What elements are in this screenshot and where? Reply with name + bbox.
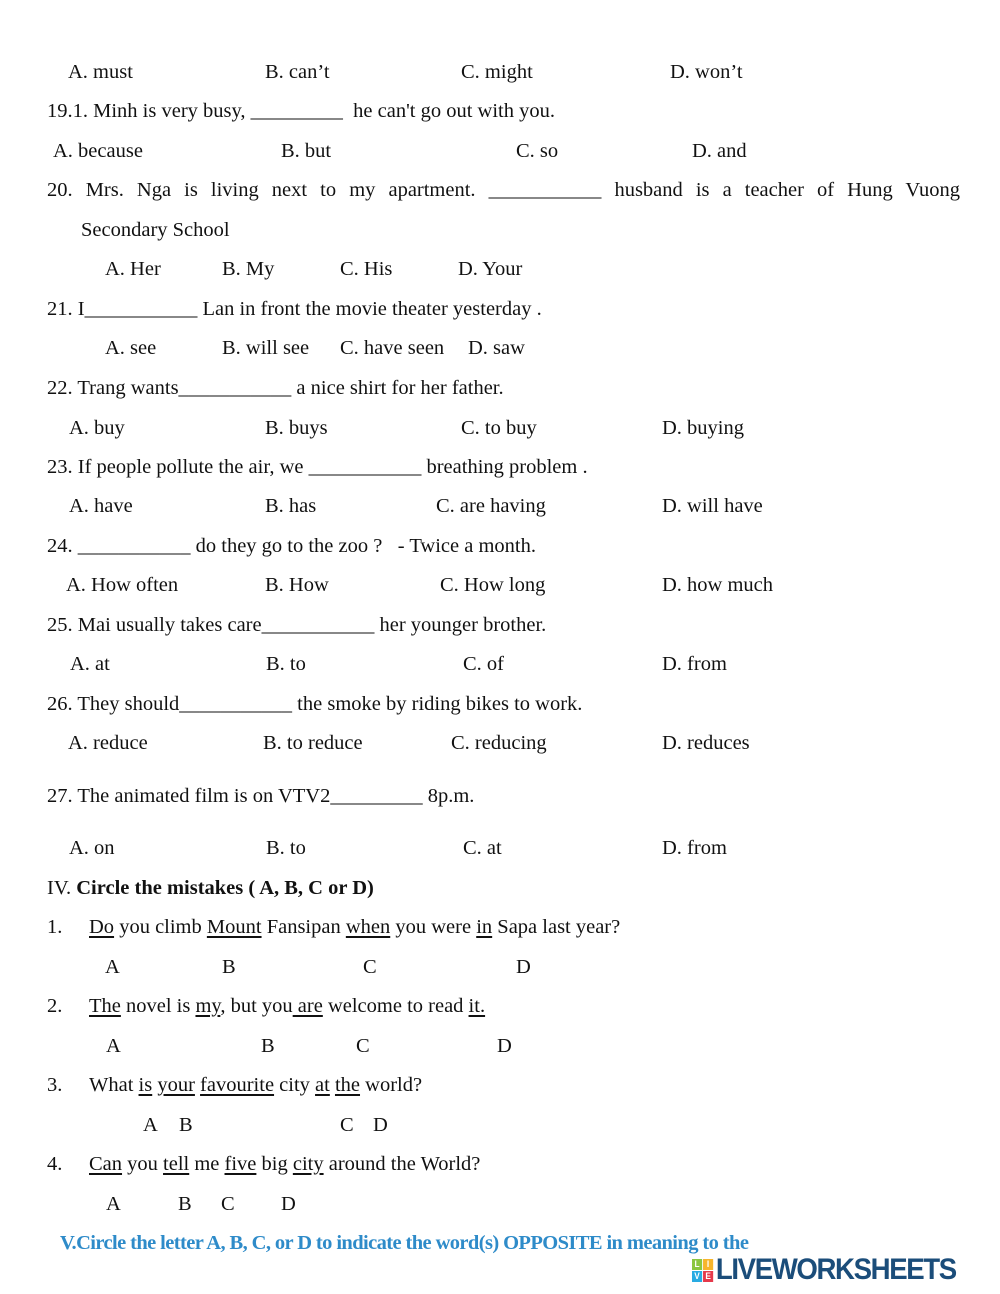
question-21: 21. I___________ Lan in front the movie theater yesterday . bbox=[47, 298, 542, 320]
option-a: A. reduce bbox=[68, 732, 148, 754]
sentence-text: world? bbox=[360, 1074, 423, 1096]
underlined-word: my bbox=[195, 995, 221, 1017]
question-26: 26. They should___________ the smoke by riding bikes to work. bbox=[47, 693, 583, 715]
question-20-cont: Secondary School bbox=[81, 219, 230, 241]
mistake-sentence bbox=[89, 993, 485, 1019]
option-b: B. How bbox=[265, 574, 329, 596]
mistake-number: 2. bbox=[47, 995, 63, 1017]
underlined-word: favourite bbox=[200, 1074, 275, 1096]
underlined-word: Mount bbox=[206, 916, 262, 938]
option-d: D. reduces bbox=[662, 732, 750, 754]
underlined-word: The bbox=[89, 995, 121, 1017]
mistake-sentence bbox=[89, 1151, 480, 1177]
option-d: D. won’t bbox=[670, 61, 743, 83]
section-5-heading: V.Circle the letter A, B, C, or D to indicate the word(s) OPPOSITE in meaning to the bbox=[60, 1232, 749, 1254]
logo-letter: V bbox=[692, 1271, 702, 1282]
option-a: A. must bbox=[68, 61, 133, 83]
option-a: A. How often bbox=[66, 574, 179, 596]
sentence-text: welcome to read bbox=[322, 995, 469, 1017]
mistake-letter-c: C bbox=[221, 1193, 235, 1215]
mistake-letter-b: B bbox=[179, 1114, 193, 1136]
mistake-letter-d: D bbox=[281, 1193, 296, 1215]
underlined-word: Do bbox=[89, 916, 115, 938]
section-4-prefix: IV. bbox=[47, 877, 77, 899]
option-a: A. buy bbox=[69, 417, 125, 439]
sentence-text: Sapa last year? bbox=[492, 916, 621, 938]
option-c: C. have seen bbox=[340, 337, 445, 359]
mistake-letter-c: C bbox=[340, 1114, 354, 1136]
option-d: D. Your bbox=[458, 258, 523, 280]
option-c: C. of bbox=[463, 653, 504, 675]
underlined-word: are bbox=[292, 995, 323, 1017]
option-b: B. has bbox=[265, 495, 317, 517]
question-22: 22. Trang wants___________ a nice shirt for her father. bbox=[47, 377, 504, 399]
mistake-letter-a: A bbox=[106, 1035, 121, 1057]
logo-text: LIVEWORKSHEETS bbox=[715, 1253, 956, 1286]
sentence-text: What bbox=[89, 1074, 139, 1096]
option-a: A. on bbox=[69, 837, 115, 859]
mistake-number: 1. bbox=[47, 916, 63, 938]
section-4-heading bbox=[47, 875, 374, 901]
underlined-word: city bbox=[292, 1153, 324, 1175]
mistake-letter-a: A bbox=[106, 1193, 121, 1215]
option-b: B. can’t bbox=[265, 61, 330, 83]
mistake-letter-a: A bbox=[143, 1114, 158, 1136]
sentence-text: , but you bbox=[220, 995, 293, 1017]
underlined-word: in bbox=[476, 916, 493, 938]
sentence-text: you bbox=[122, 1153, 164, 1175]
underlined-word: is bbox=[138, 1074, 153, 1096]
option-c: C. so bbox=[516, 140, 559, 162]
sentence-text: me bbox=[189, 1153, 225, 1175]
mistake-letter-d: D bbox=[497, 1035, 512, 1057]
option-c: C. are having bbox=[436, 495, 546, 517]
sentence-text: Fansipan bbox=[261, 916, 346, 938]
question-20: 20. Mrs. Nga is living next to my apartment. ___________ husband is a teacher of Hung Vuong bbox=[47, 179, 960, 201]
question-27: 27. The animated film is on VTV2_________ 8p.m. bbox=[47, 785, 475, 807]
option-b: B. to bbox=[266, 653, 306, 675]
option-a: A. see bbox=[105, 337, 157, 359]
liveworksheets-logo bbox=[692, 1254, 956, 1286]
sentence-text: you climb bbox=[114, 916, 207, 938]
question-19-1: 19.1. Minh is very busy, _________ he can't go out with you. bbox=[47, 100, 555, 122]
option-c: C. How long bbox=[440, 574, 546, 596]
underlined-word: at bbox=[315, 1074, 330, 1096]
option-b: B. but bbox=[281, 140, 332, 162]
underlined-word: it. bbox=[468, 995, 486, 1017]
option-c: C. reducing bbox=[451, 732, 547, 754]
option-c: C. at bbox=[463, 837, 502, 859]
option-d: D. how much bbox=[662, 574, 774, 596]
mistake-sentence bbox=[89, 1072, 422, 1098]
mistake-letter-d: D bbox=[373, 1114, 388, 1136]
logo-letter: L bbox=[692, 1259, 702, 1270]
option-a: A. have bbox=[69, 495, 133, 517]
mistake-letter-a: A bbox=[105, 956, 120, 978]
option-b: B. My bbox=[222, 258, 275, 280]
option-b: B. to bbox=[266, 837, 306, 859]
option-c: C. to buy bbox=[461, 417, 537, 439]
option-d: D. and bbox=[692, 140, 747, 162]
question-24: 24. ___________ do they go to the zoo ? - Twice a month. bbox=[47, 535, 536, 557]
mistake-letter-c: C bbox=[363, 956, 377, 978]
option-d: D. from bbox=[662, 837, 727, 859]
option-d: D. will have bbox=[662, 495, 763, 517]
option-b: B. will see bbox=[222, 337, 310, 359]
question-23: 23. If people pollute the air, we ___________ breathing problem . bbox=[47, 456, 588, 478]
mistake-letter-b: B bbox=[261, 1035, 275, 1057]
option-d: D. buying bbox=[662, 417, 744, 439]
underlined-word: tell bbox=[163, 1153, 190, 1175]
sentence-text: big bbox=[256, 1153, 293, 1175]
option-d: D. from bbox=[662, 653, 727, 675]
underlined-word: when bbox=[345, 916, 391, 938]
mistake-letter-b: B bbox=[222, 956, 236, 978]
mistake-sentence bbox=[89, 914, 620, 940]
option-a: A. because bbox=[53, 140, 143, 162]
mistake-letter-b: B bbox=[178, 1193, 192, 1215]
logo-letter: E bbox=[703, 1271, 713, 1282]
section-4-title: Circle the mistakes ( A, B, C or D) bbox=[76, 877, 374, 899]
mistake-letter-d: D bbox=[516, 956, 531, 978]
sentence-text: you were bbox=[390, 916, 477, 938]
mistake-number: 3. bbox=[47, 1074, 63, 1096]
underlined-word: the bbox=[334, 1074, 361, 1096]
underlined-word: Can bbox=[89, 1153, 123, 1175]
logo-icon bbox=[692, 1259, 713, 1282]
underlined-word: your bbox=[157, 1074, 195, 1096]
sentence-text: novel is bbox=[120, 995, 196, 1017]
sentence-text: city bbox=[274, 1074, 316, 1096]
option-a: A. at bbox=[70, 653, 110, 675]
mistake-letter-c: C bbox=[356, 1035, 370, 1057]
sentence-text: around the World? bbox=[323, 1153, 481, 1175]
option-c: C. might bbox=[461, 61, 533, 83]
mistake-number: 4. bbox=[47, 1153, 63, 1175]
logo-letter: I bbox=[703, 1259, 713, 1270]
option-a: A. Her bbox=[105, 258, 161, 280]
option-d: D. saw bbox=[468, 337, 525, 359]
option-c: C. His bbox=[340, 258, 393, 280]
option-b: B. to reduce bbox=[263, 732, 363, 754]
option-b: B. buys bbox=[265, 417, 328, 439]
underlined-word: five bbox=[224, 1153, 257, 1175]
question-25: 25. Mai usually takes care___________ her younger brother. bbox=[47, 614, 547, 636]
